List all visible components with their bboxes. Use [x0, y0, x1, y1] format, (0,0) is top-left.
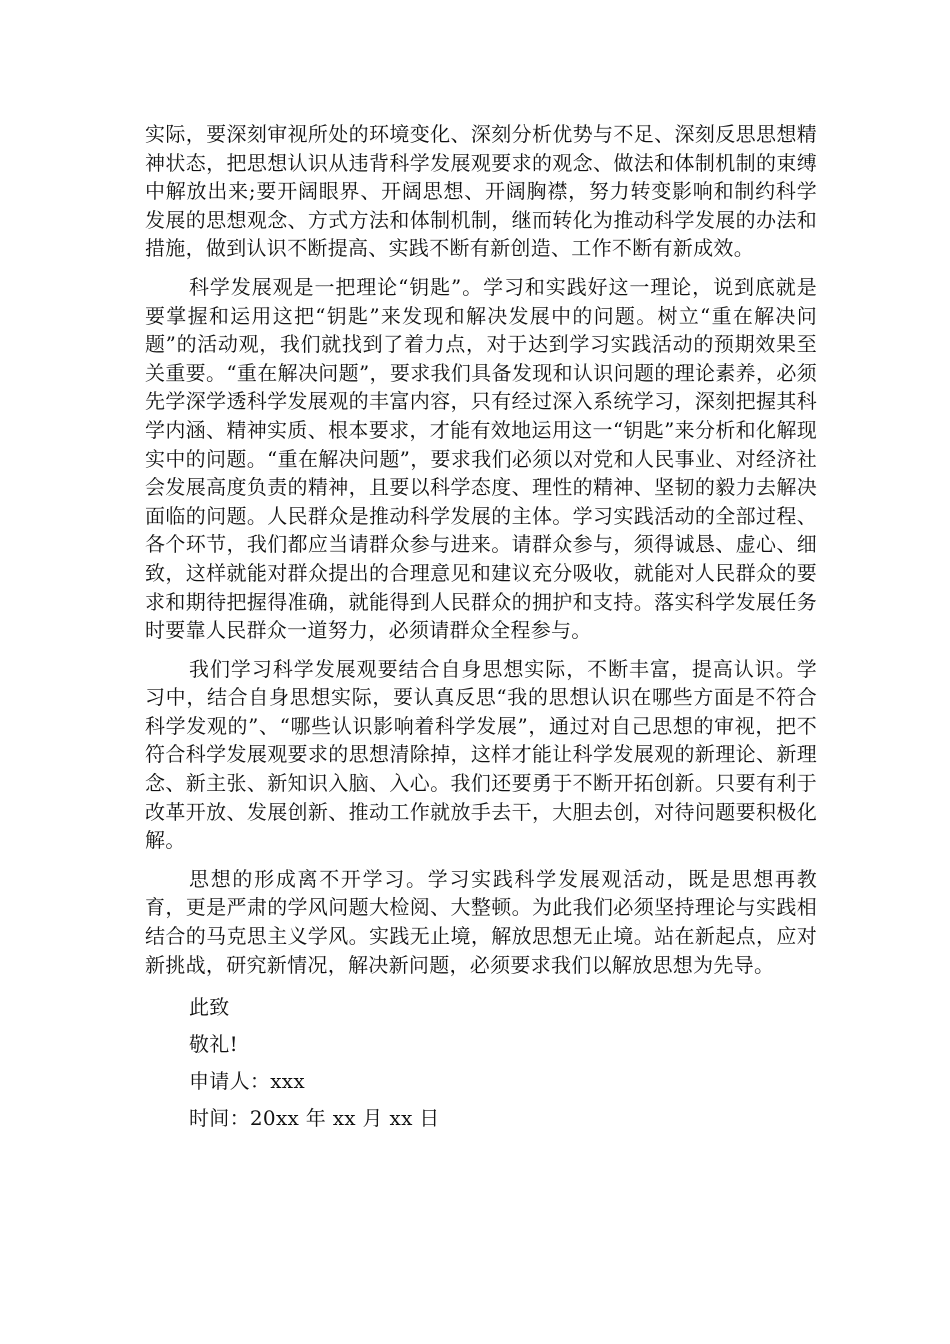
- document-body: [145, 120, 817, 1137]
- date-line: 时间：20xx 年 xx 月 xx 日: [189, 1106, 440, 1131]
- applicant-line: 申请人：xxx: [189, 1069, 305, 1094]
- closing-block: [145, 989, 817, 1137]
- paragraph-1: 实际，要深刻审视所处的环境变化、深刻分析优势与不足、深刻反思思想精神状态，把思想认识从违背科学发展观要求的观念、做法和体制机制的束缚中解放出来;要开阔眼界、开阔思想、开阔胸襟，努力转变影响和制约科学发展的思想观念、方式方法和体制机制，继而转化为推动科学发展的办法和措施，做到认识不断提高、实践不断有新创造、工作不断有新成效。: [145, 122, 817, 261]
- closing-salutation: 此致: [189, 995, 230, 1020]
- paragraph-4: 思想的形成离不开学习。学习实践科学发展观活动，既是思想再教育，更是严肃的学风问题大检阅、大整顿。为此我们必须坚持理论与实践相结合的马克思主义学风。实践无止境，解放思想无止境。站在新起点，应对新挑战，研究新情况，解决新问题，必须要求我们以解放思想为先导。: [145, 866, 817, 977]
- paragraph-3: 我们学习科学发展观要结合自身思想实际，不断丰富，提高认识。学习中，结合自身思想实际，要认真反思“我的思想认识在哪些方面是不符合科学发观的”、“哪些认识影响着科学发展”，通过对自己思想的审视，把不符合科学发展观要求的思想清除掉，这样才能让科学发展观的新理论、新理念、新主张、新知识入脑、入心。我们还要勇于不断开拓创新。只要有利于改革开放、发展创新、推动工作就放手去干，大胆去创，对待问题要积极化解。: [145, 656, 817, 853]
- closing-regards: 敬礼!: [189, 1032, 238, 1057]
- paragraph-2: 科学发展观是一把理论“钥匙”。学习和实践好这一理论，说到底就是要掌握和运用这把“钥匙”来发现和解决发展中的问题。树立“重在解决问题”的活动观，我们就找到了着力点，对于达到学习实践活动的预期效果至关重要。“重在解决问题”，要求我们具备发现和认识问题的理论素养，必须先学深学透科学发展观的丰富内容，只有经过深入系统学习，深刻把握其科学内涵、精神实质、根本要求，才能有效地运用这一“钥匙”来分析和化解现实中的问题。“重在解决问题”，要求我们必须以对党和人民事业、对经济社会发展高度负责的精神，且要以科学态度、理性的精神、坚韧的毅力去解决面临的问题。人民群众是推动科学发展的主体。学习实践活动的全部过程、各个环节，我们都应当请群众参与进来。请群众参与，须得诚恳、虚心、细致，这样就能对群众提出的合理意见和建议充分吸收，就能对人民群众的要求和期待把握得准确，就能得到人民群众的拥护和支持。落实科学发展任务时要靠人民群众一道努力，必须请群众全程参与。: [145, 274, 817, 643]
